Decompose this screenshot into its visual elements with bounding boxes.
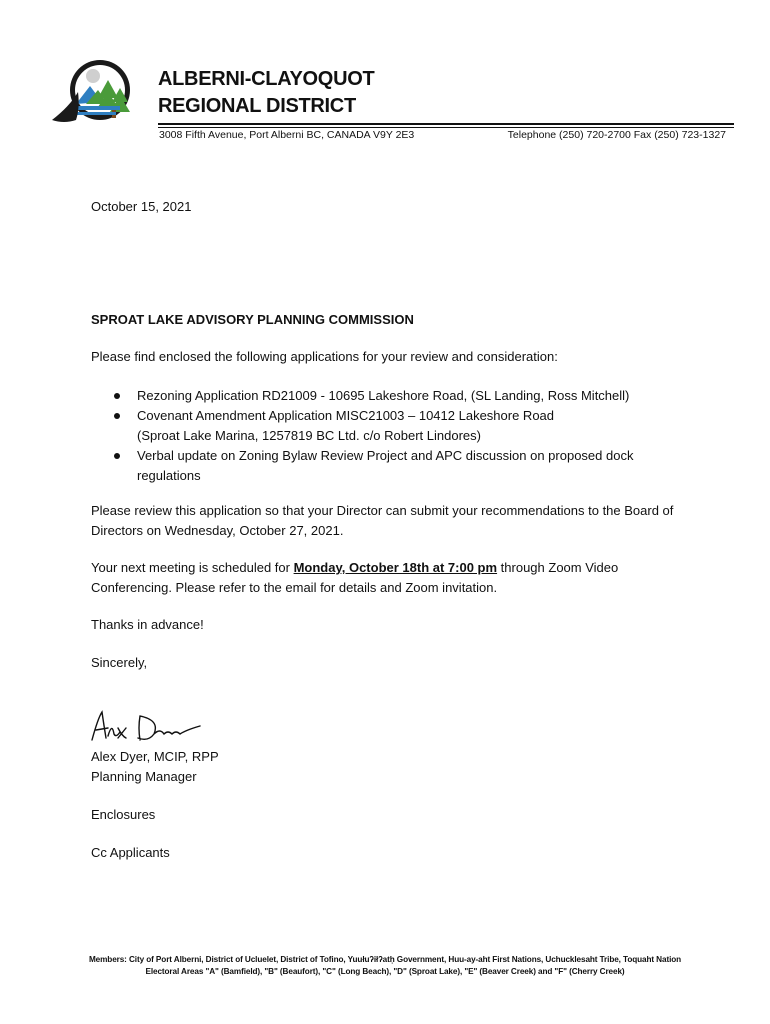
intro-paragraph: Please find enclosed the following applications for your review and consideration: [91, 349, 558, 364]
closing-line: Sincerely, [91, 655, 148, 670]
signer-title: Planning Manager [91, 769, 197, 784]
telephone-fax: Telephone (250) 720-2700 Fax (250) 723-1327 [507, 129, 726, 141]
list-item [91, 386, 691, 406]
handwritten-signature [88, 708, 203, 746]
meeting-paragraph [91, 558, 691, 598]
org-name-line2: REGIONAL DISTRICT [158, 95, 356, 117]
list-item-line: (Sproat Lake Marina, 1257819 BC Ltd. c/o Robert Lindores) [137, 428, 481, 443]
list-item [91, 406, 691, 446]
list-item [91, 446, 691, 486]
org-name-line1: ALBERNI-CLAYOQUOT [158, 68, 375, 90]
signer-block [91, 747, 219, 787]
meeting-datetime: Monday, October 18th at 7:00 pm [293, 560, 498, 575]
meeting-text-after: through Zoom Video Conferencing. Please refer to the email for details and Zoom invitation. [91, 560, 619, 595]
review-paragraph: Please review this application so that your Director can submit your recommendations to the Board of Directors on Wednesday, October 27, 2021. [91, 503, 674, 538]
footer-members [0, 954, 770, 978]
list-item-line: Covenant Amendment Application MISC21003 – 10412 Lakeshore Road [137, 408, 555, 423]
list-item-line: Rezoning Application RD21009 - 10695 Lakeshore Road, (SL Landing, Ross Mitchell) [137, 388, 630, 403]
list-item-line: regulations [137, 468, 201, 483]
thanks-line: Thanks in advance! [91, 617, 204, 632]
signer-name: Alex Dyer, MCIP, RPP [91, 749, 219, 764]
letter-date: October 15, 2021 [91, 199, 192, 214]
footer-electoral-line: Electoral Areas "A" (Bamfield), "B" (Beaufort), "C" (Long Beach), "D" (Sproat Lake), "E" (Beaver Creek) and "F" (Cherry Creek) [145, 967, 625, 976]
organization-name [158, 66, 374, 120]
regional-district-logo [50, 58, 150, 128]
footer-members-line: Members: City of Port Alberni, District of Ucluelet, District of Tofino, Yuułuʔiłʔatḥ Government, Huu-ay-aht First Nations, Uchucklesaht Tribe, Toquaht Nation [88, 955, 682, 964]
enclosures-line: Enclosures [91, 807, 156, 822]
letter-heading: SPROAT LAKE ADVISORY PLANNING COMMISSION [91, 312, 414, 327]
cc-line: Cc Applicants [91, 845, 170, 860]
address: 3008 Fifth Avenue, Port Alberni BC, CANADA V9Y 2E3 [159, 129, 415, 141]
meeting-text-before: Your next meeting is scheduled for [91, 560, 294, 575]
application-list [91, 386, 691, 486]
header-rule-thick [158, 123, 734, 125]
header-rule-thin [158, 127, 734, 128]
list-item-line: Verbal update on Zoning Bylaw Review Project and APC discussion on proposed dock [137, 448, 634, 463]
